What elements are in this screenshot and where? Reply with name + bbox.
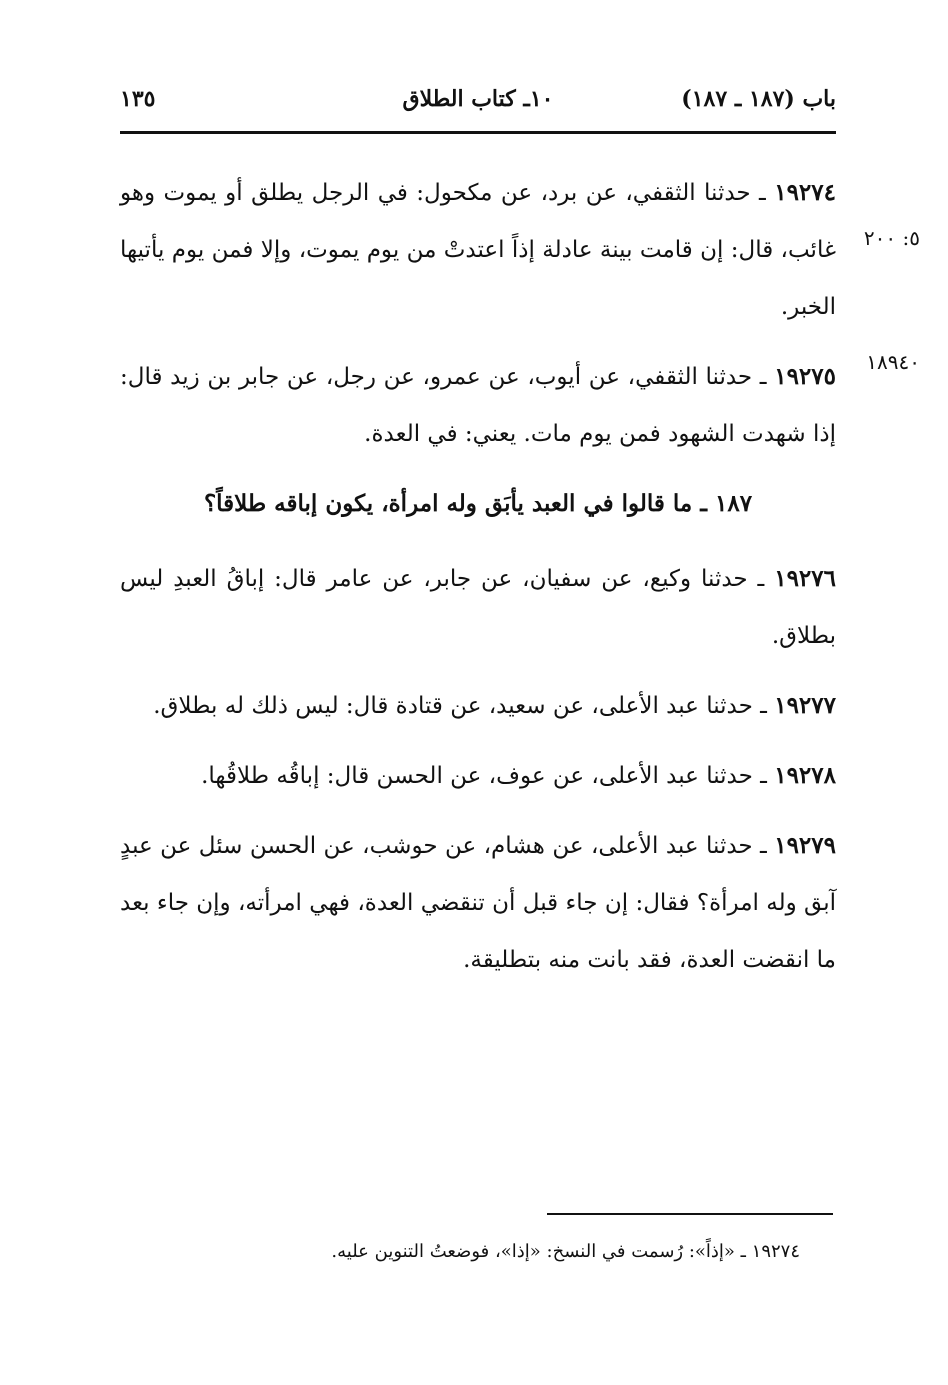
page-number: ١٣٥ — [120, 86, 156, 112]
hadith-number: ١٩٢٧٥ — [774, 363, 836, 390]
hadith-paragraph — [120, 817, 836, 989]
hadith-paragraph — [120, 348, 836, 463]
header-divider — [120, 131, 836, 134]
page-header — [120, 86, 836, 126]
hadith-text: ـ حدثنا الثقفي، عن برد، عن مكحول: في الرجل يطلق أو يموت وهو غائب، قال: إن قامت بينة عادلة إذاً اعتدتْ من يوم يموت، وإلا فمن يوم يأتيها الخبر. — [120, 180, 836, 320]
footnote: ١٩٢٧٤ ـ «إذاً»: رُسمت في النسخ: «إذا»، فوضعتُ التنوين عليه. — [331, 1241, 800, 1262]
margin-note: ٥: ٢٠٠ — [863, 226, 920, 250]
hadith-text: ـ حدثنا عبد الأعلى، عن هشام، عن حوشب، عن الحسن سئل عن عبدٍ آبق وله امرأة؟ فقال: إن جاء قبل أن تنقضي العدة، فهي امرأته، وإن جاء بعد ما انقضت العدة، فقد بانت منه بتطليقة. — [120, 833, 836, 973]
hadith-number: ١٩٢٧٩ — [774, 832, 836, 859]
hadith-number: ١٩٢٧٦ — [774, 565, 836, 592]
hadith-text: ـ حدثنا وكيع، عن سفيان، عن جابر، عن عامر قال: إباقُ العبدِ ليس بطلاق. — [120, 566, 836, 649]
hadith-paragraph — [120, 747, 836, 805]
hadith-paragraph — [120, 550, 836, 665]
margin-note: ١٨٩٤٠ — [866, 350, 920, 374]
section-title: ١٨٧ ـ ما قالوا في العبد يأبَق وله امرأة، يكون إباقه طلاقاً؟ — [203, 490, 753, 517]
hadith-number: ١٩٢٧٨ — [774, 762, 836, 789]
hadith-text: ـ حدثنا عبد الأعلى، عن سعيد، عن قتادة قال: ليس ذلك له بطلاق. — [153, 693, 775, 719]
main-text — [120, 164, 836, 1001]
hadith-text: ـ حدثنا عبد الأعلى، عن عوف، عن الحسن قال: إباقُه طلاقُها. — [201, 763, 775, 789]
footnote-divider — [547, 1213, 833, 1215]
hadith-paragraph — [120, 164, 836, 336]
hadith-text: ـ حدثنا الثقفي، عن أيوب، عن عمرو، عن رجل، عن جابر بن زيد قال: إذا شهدت الشهود فمن يوم مات. يعني: في العدة. — [120, 364, 836, 447]
hadith-paragraph — [120, 677, 836, 735]
book-title: ١٠ـ كتاب الطلاق — [402, 86, 554, 112]
hadith-number: ١٩٢٧٧ — [774, 692, 836, 719]
hadith-number: ١٩٢٧٤ — [774, 179, 836, 206]
chapter-heading: باب (١٨٧ ـ ١٨٧) — [681, 86, 836, 112]
